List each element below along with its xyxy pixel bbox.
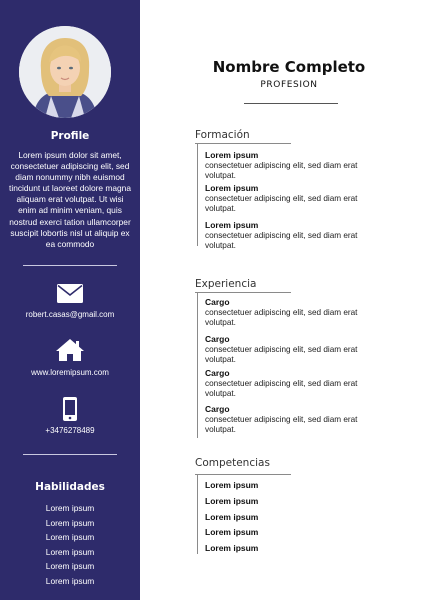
section-bracket (197, 474, 198, 554)
section-title-formacion: Formación (195, 129, 250, 141)
skills-list (0, 503, 140, 591)
skill-item: Lorem ipsum (45, 532, 95, 543)
website-text[interactable]: www.loremipsum.com (31, 368, 109, 377)
sidebar-divider (23, 265, 117, 266)
skills-heading: Habilidades (35, 481, 105, 493)
competency-item: Lorem ipsum (205, 512, 259, 522)
entry-desc: consectetuer adipiscing elit, sed diam erat volutpat. (205, 344, 358, 364)
phone-text[interactable]: +3476278489 (45, 426, 95, 435)
section-bracket (197, 292, 198, 438)
entry-title: Cargo (205, 334, 230, 344)
experience-entry (205, 404, 365, 436)
entry-title: Lorem ipsum (205, 183, 259, 193)
profile-photo (19, 26, 111, 118)
education-entry (205, 150, 365, 182)
entry-title: Cargo (205, 368, 230, 378)
email-text[interactable]: robert.casas@gmail.com (25, 310, 115, 319)
education-entry (205, 183, 365, 215)
full-name: Nombre Completo (212, 58, 366, 76)
entry-title: Cargo (205, 297, 230, 307)
entry-title: Lorem ipsum (205, 150, 259, 160)
home-icon (0, 338, 140, 362)
profile-summary: Lorem ipsum dolor sit amet, consectetuer adipiscing elit, sed diam nonummy nibh euismod tincidunt ut laoreet dolore magna aliquam erat volutpat. Ut wisi enim ad minim veniam, quis nostrud exerci tation ullamcorper suscipit lobortis nisl ut aliquip ex ea commodo (9, 150, 131, 249)
section-bracket (197, 143, 198, 246)
entry-desc: consectetuer adipiscing elit, sed diam erat volutpat. (205, 307, 358, 327)
header-divider (244, 103, 338, 104)
envelope-icon (0, 284, 140, 303)
competency-item: Lorem ipsum (205, 543, 259, 553)
experience-entry (205, 368, 365, 400)
portrait-image (19, 26, 111, 118)
entry-desc: consectetuer adipiscing elit, sed diam erat volutpat. (205, 414, 358, 434)
section-underline (195, 474, 291, 475)
skill-item: Lorem ipsum (45, 546, 95, 557)
entry-desc: consectetuer adipiscing elit, sed diam erat volutpat. (205, 193, 358, 213)
profile-heading: Profile (50, 130, 90, 142)
experience-entry (205, 334, 365, 366)
section-underline (195, 292, 291, 293)
entry-title: Cargo (205, 404, 230, 414)
skill-item: Lorem ipsum (45, 503, 95, 513)
sidebar-divider (23, 454, 117, 455)
education-entry (205, 220, 365, 252)
section-title-competencias: Competencias (195, 457, 270, 469)
skill-item: Lorem ipsum (45, 517, 95, 528)
entry-desc: consectetuer adipiscing elit, sed diam erat volutpat. (205, 230, 358, 250)
competency-item: Lorem ipsum (205, 527, 259, 537)
competency-item: Lorem ipsum (205, 480, 259, 490)
entry-desc: consectetuer adipiscing elit, sed diam erat volutpat. (205, 378, 358, 398)
competency-item: Lorem ipsum (205, 496, 259, 506)
entry-title: Lorem ipsum (205, 220, 259, 230)
section-title-experiencia: Experiencia (195, 278, 257, 290)
skill-item: Lorem ipsum (45, 561, 95, 572)
section-underline (195, 143, 291, 144)
mobile-phone-icon (0, 397, 140, 421)
skill-item: Lorem ipsum (45, 575, 95, 586)
sidebar (0, 0, 140, 600)
entry-desc: consectetuer adipiscing elit, sed diam erat volutpat. (205, 160, 358, 180)
experience-entry (205, 297, 365, 329)
profession: PROFESION (260, 80, 318, 90)
